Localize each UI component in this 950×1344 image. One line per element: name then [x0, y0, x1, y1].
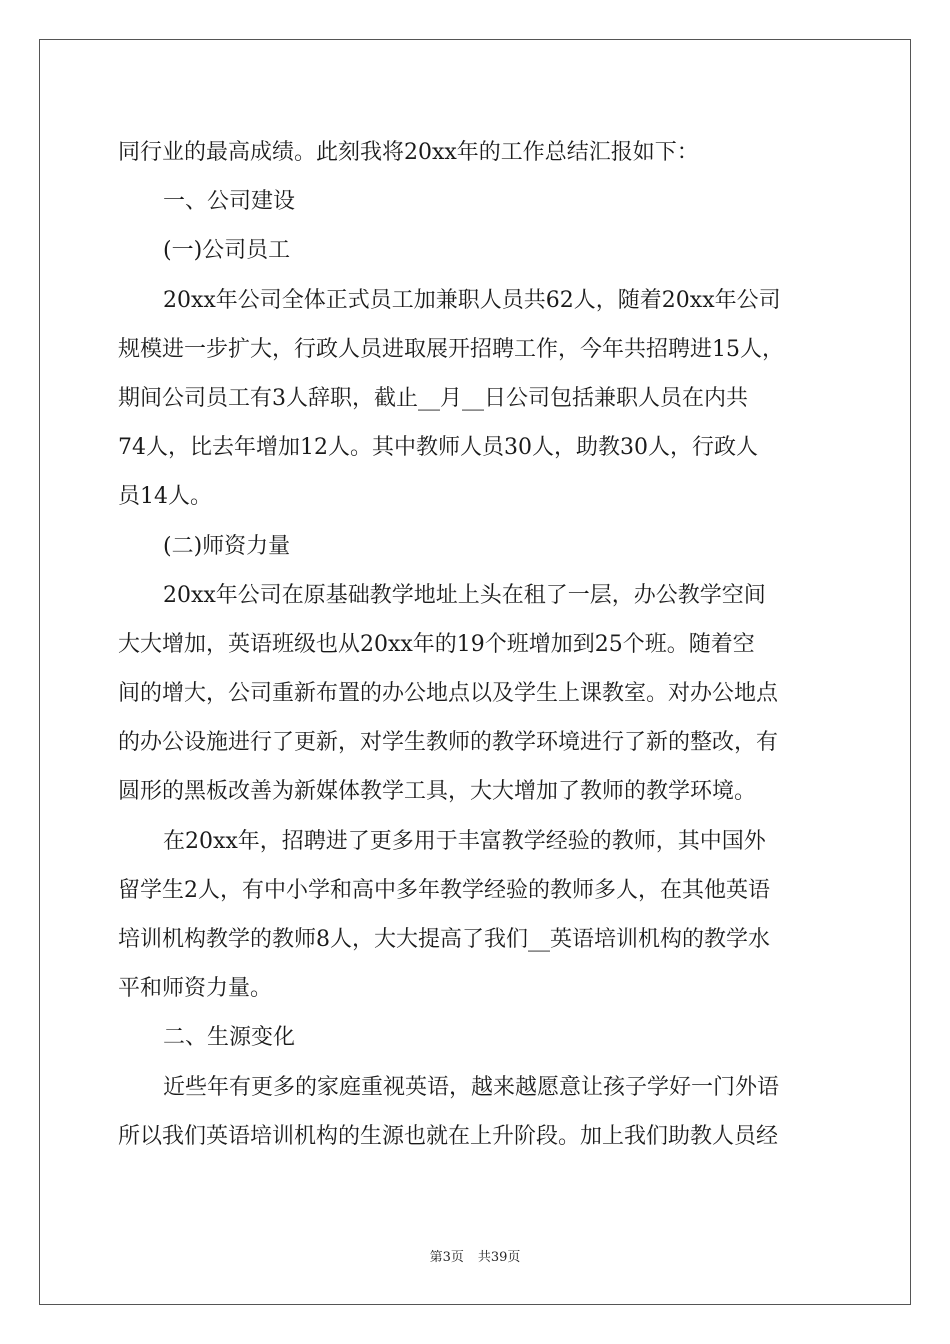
body-line: 在20xx年，招聘进了更多用于丰富教学经验的教师，其中国外: [163, 828, 766, 854]
section-heading: 二、生源变化: [163, 1025, 296, 1051]
page-number: 第3页: [429, 1250, 464, 1265]
body-line: 的办公设施进行了更新，对学生教师的教学环境进行了新的整改，有: [118, 730, 779, 756]
body-line: 74人，比去年增加12人。其中教师人员30人，助教30人，行政人: [118, 435, 758, 461]
body-line: 期间公司员工有3人辞职，截止__月__日公司包括兼职人员在内共: [118, 385, 748, 411]
body-line: 圆形的黑板改善为新媒体教学工具，大大增加了教师的教学环境。: [118, 779, 757, 805]
body-line: 规模进一步扩大，行政人员进取展开招聘工作，今年共招聘进15人，: [118, 336, 784, 362]
document-body: [118, 128, 838, 1161]
page-total: 共39页: [477, 1250, 521, 1265]
body-line: 培训机构教学的教师8人，大大提高了我们__英语培训机构的教学水: [118, 927, 770, 952]
page-footer: [0, 1246, 950, 1265]
subsection-heading: (一)公司员工: [163, 238, 291, 264]
body-line: 所以我们英语培训机构的生源也就在上升阶段。加上我们助教人员经: [118, 1123, 779, 1149]
body-line: 平和师资力量。: [118, 976, 273, 1002]
body-line: 同行业的最高成绩。此刻我将20xx年的工作总结汇报如下：: [118, 140, 699, 165]
body-line: 20xx年公司全体正式员工加兼职人员共62人，随着20xx年公司: [163, 287, 781, 313]
body-line: 近些年有更多的家庭重视英语，越来越愿意让孩子学好一门外语: [163, 1074, 780, 1100]
body-line: 间的增大，公司重新布置的办公地点以及学生上课教室。对办公地点: [118, 681, 779, 707]
body-line: 留学生2人，有中小学和高中多年教学经验的教师多人，在其他英语: [118, 877, 770, 903]
body-line: 大大增加，英语班级也从20xx年的19个班增加到25个班。随着空: [118, 631, 755, 657]
body-line: 员14人。: [118, 484, 212, 510]
section-heading: 一、公司建设: [163, 189, 296, 215]
subsection-heading: (二)师资力量: [163, 533, 291, 559]
body-line: 20xx年公司在原基础教学地址上头在租了一层，办公教学空间: [163, 582, 766, 608]
